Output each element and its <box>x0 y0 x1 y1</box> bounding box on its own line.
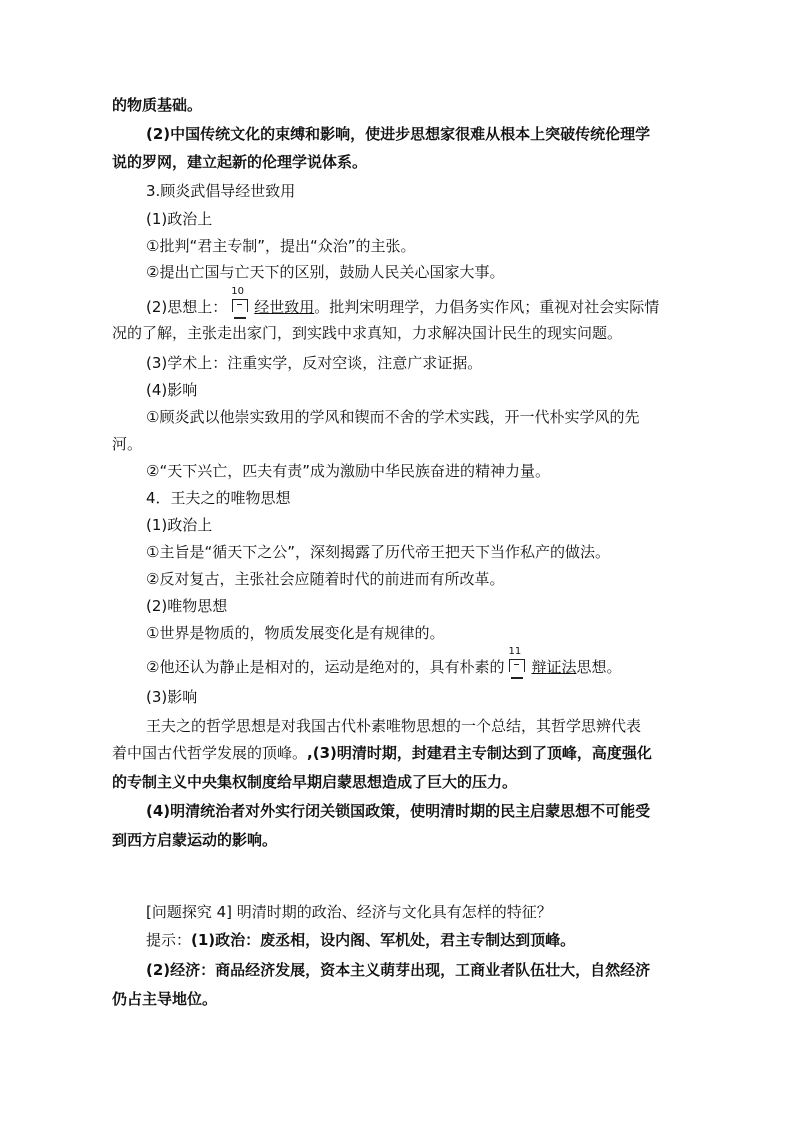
subheading: (3)影响 <box>146 688 198 706</box>
text-line: (2)经济：商品经济发展，资本主义萌芽出现，工商业者队伍壮大，自然经济 <box>146 961 651 979</box>
text-line <box>146 646 622 677</box>
text-line: (2)中国传统文化的束缚和影响，使进步思想家很难从根本上突破传统伦理学 <box>146 125 651 143</box>
section-heading: 3.顾炎武倡导经世致用 <box>146 182 296 200</box>
text-segment: 。批判宋明理学，力倡务实作风；重视对社会实际情 <box>314 298 660 316</box>
key-term: 辩证法 <box>531 658 577 676</box>
subheading: (1)政治上 <box>146 210 213 228</box>
text-line <box>112 743 652 763</box>
text-line <box>146 286 660 317</box>
text-line: ①世界是物质的，物质发展变化是有规律的。 <box>146 624 445 642</box>
subheading: (1)政治上 <box>146 516 213 534</box>
key-term: 经世致用 <box>254 298 315 316</box>
text-line: (4)明清统治者对外实行闭关锁国政策，使明清时期的民主启蒙思想不可能受 <box>146 802 651 820</box>
text-line: 仍占主导地位。 <box>112 990 218 1008</box>
text-segment: (2)思想上： <box>146 298 228 316</box>
hint-label: 提示： <box>146 931 192 949</box>
subheading: (2)唯物思想 <box>146 597 228 615</box>
text-segment: 思想。 <box>576 658 622 676</box>
text-line: 河。 <box>112 435 143 453</box>
text-segment: 着中国古代哲学发展的顶峰。 <box>112 744 308 762</box>
text-line: ①主旨是“循天下之公”，深刻揭露了历代帝王把天下当作私产的做法。 <box>146 543 610 561</box>
text-line: (3)学术上：注重实学，反对空谈，注意广求证据。 <box>146 354 483 372</box>
blank-marker-icon <box>507 646 529 674</box>
section-heading: 4．王夫之的唯物思想 <box>146 489 291 507</box>
blank-number: 11 <box>508 646 522 657</box>
text-line: ①顾炎武以他崇实致用的学风和锲而不舍的学术实践，开一代朴实学风的先 <box>146 408 640 426</box>
text-line: 况的了解，主张走出家门，到实践中求真知，力求解决国计民生的现实问题。 <box>112 324 623 342</box>
text-line: 的物质基础。 <box>112 96 203 114</box>
blank-number: 10 <box>231 286 244 297</box>
text-segment: ,(3)明清时期，封建君主专制达到了顶峰，高度强化 <box>307 744 652 762</box>
text-line: 的专制主义中央集权制度给早期启蒙思想造成了巨大的压力。 <box>112 773 518 791</box>
text-line: 说的罗网，建立起新的伦理学说体系。 <box>112 153 368 171</box>
text-segment: ②他还认为静止是相对的，运动是绝对的，具有朴素的 <box>146 658 505 676</box>
text-line <box>146 930 575 950</box>
question-heading: [问题探究 4] 明清时期的政治、经济与文化具有怎样的特征？ <box>146 903 552 921</box>
blank-marker-icon <box>230 286 252 314</box>
text-line: ②反对复古，主张社会应随着时代的前进而有所改革。 <box>146 570 505 588</box>
text-line: 到西方启蒙运动的影响。 <box>112 831 278 849</box>
text-line: ①批判“君主专制”，提出“众治”的主张。 <box>146 237 416 255</box>
text-line: 王夫之的哲学思想是对我国古代朴素唯物思想的一个总结，其哲学思辨代表 <box>146 717 642 735</box>
subheading: (4)影响 <box>146 381 198 399</box>
text-line: ②“天下兴亡，匹夫有责”成为激励中华民族奋进的精神力量。 <box>146 462 550 480</box>
text-segment: (1)政治：废丞相，设内阁、军机处，君主专制达到顶峰。 <box>191 931 576 949</box>
text-line: ②提出亡国与亡天下的区别，鼓励人民关心国家大事。 <box>146 263 505 281</box>
